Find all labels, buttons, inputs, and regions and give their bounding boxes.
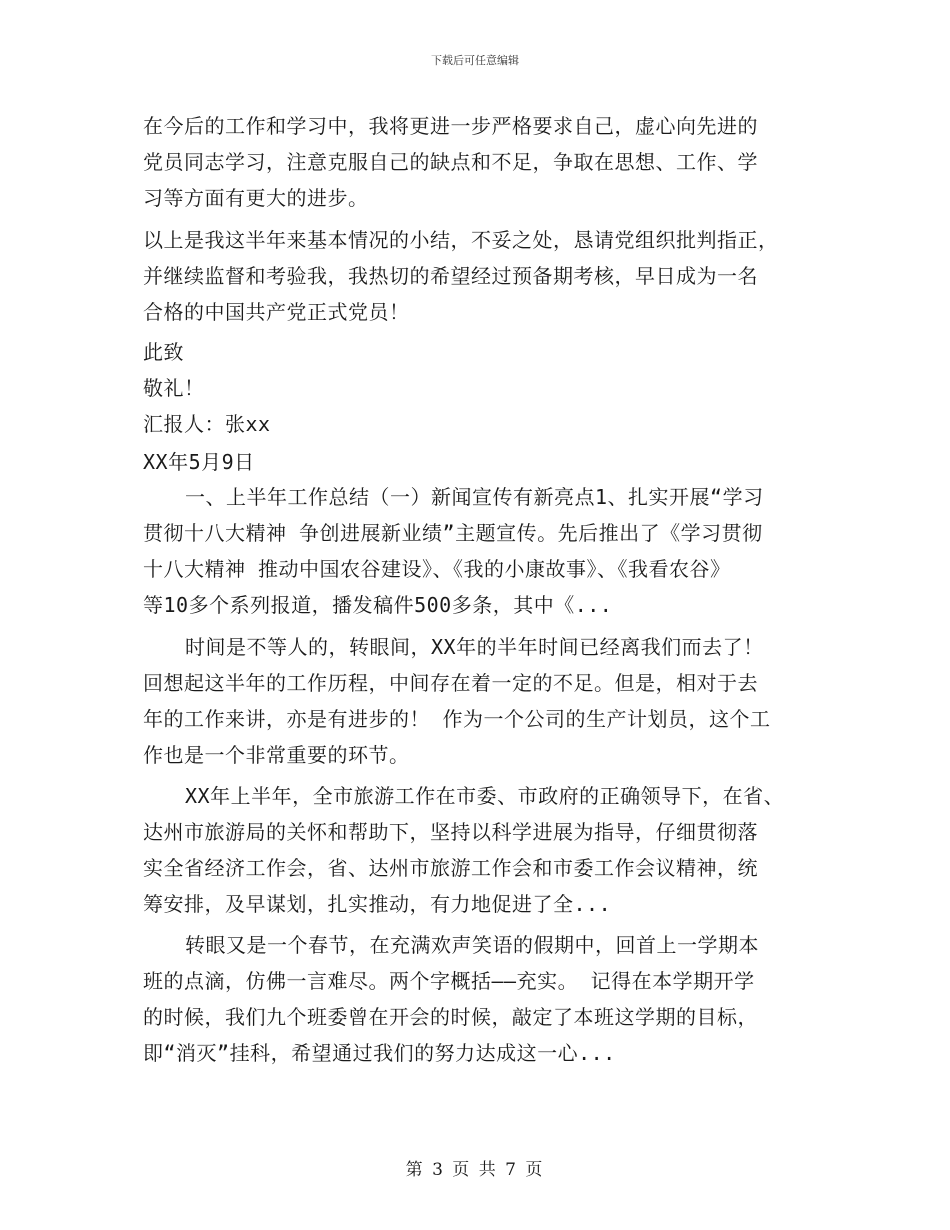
text-line: 此致 [143,340,184,364]
text-line: 在今后的工作和学习中，我将更进一步严格要求自己，虚心向先进的 [143,114,758,138]
text-line: 十八大精神 推动中国农谷建设》、《我的小康故事》、《我看农谷》 [143,557,731,581]
text-line: 作也是一个非常重要的环节。 [143,743,410,767]
text-line: 汇报人：张xx [143,412,271,436]
text-line: 实全省经济工作会，省、达州市旅游工作会和市委工作会议精神，统 [143,856,758,880]
text-line: 达州市旅游局的关怀和帮助下，坚持以科学进展为指导，仔细贯彻落 [143,820,758,844]
text-line: 并继续监督和考验我，我热切的希望经过预备期考核，早日成为一名 [143,264,758,288]
text-line: 等10多个系列报道，播发稿件500多条，其中《... [143,593,613,617]
text-line: 一、上半年工作总结（一）新闻宣传有新亮点1、扎实开展“学习 [185,485,764,509]
text-line: 贯彻十八大精神 争创进展新业绩”主题宣传。先后推出了《学习贯彻 [143,521,763,545]
text-line: 的时候，我们九个班委曾在开会的时候，敲定了本班这学期的目标， [143,1005,758,1029]
text-line: 回想起这半年的工作历程，中间存在着一定的不足。但是，相对于去 [143,671,758,695]
text-line: 年的工作来讲，亦是有进步的！ 作为一个公司的生产计划员，这个工 [143,707,771,731]
text-line: 即“消灭”挂科，希望通过我们的努力达成这一心... [143,1041,616,1065]
text-line: XX年5月9日 [143,450,255,474]
header-note: 下载后可任意编辑 [431,54,519,67]
text-line: 时间是不等人的，转眼间，XX年的半年时间已经离我们而去了！ [185,635,764,659]
text-line: 以上是我这半年来基本情况的小结，不妥之处，恳请党组织批判指正， [143,228,779,252]
text-line: 筹安排，及早谋划，扎实推动，有力地促进了全... [143,892,612,916]
text-line: 党员同志学习，注意克服自己的缺点和不足，争取在思想、工作、学 [143,150,758,174]
text-line: 习等方面有更大的进步。 [143,186,369,210]
text-line: XX年上半年，全市旅游工作在市委、市政府的正确领导下，在省、 [185,784,785,808]
text-line: 班的点滴，仿佛一言难尽。两个字概括——充实。 记得在本学期开学 [143,969,755,993]
text-line: 敬礼！ [143,376,205,400]
text-line: 转眼又是一个春节，在充满欢声笑语的假期中，回首上一学期本 [185,933,759,957]
page-footer: 第 3 页 共 7 页 [405,1160,545,1180]
text-line: 合格的中国共产党正式党员！ [143,300,410,324]
